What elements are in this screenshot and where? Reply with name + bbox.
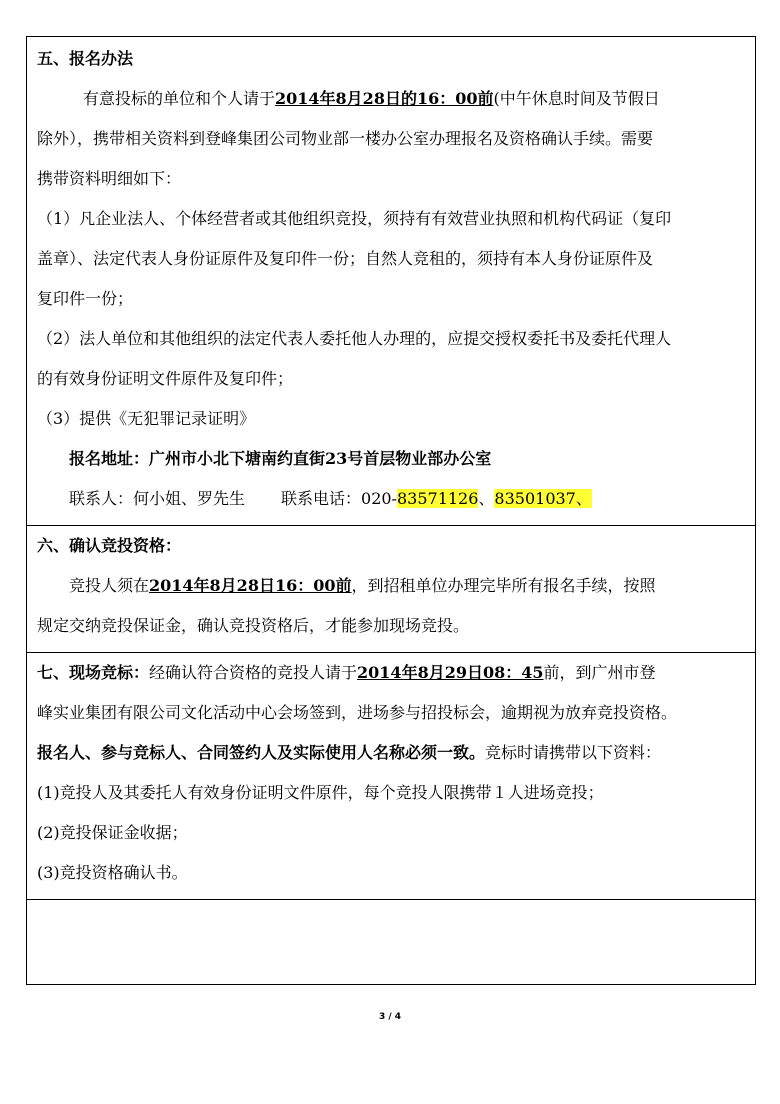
section-heading: 七、现场竞标： <box>37 663 150 682</box>
section-qualification <box>27 526 755 653</box>
list-item: (2)竞投保证金收据； <box>37 823 188 842</box>
paragraph-line: 峰实业集团有限公司文化活动中心会场签到，进场参与招投标会，逾期视为放弃竞投资格。 <box>37 703 678 722</box>
registration-address: 报名地址：广州市小北下塘南约直街23号首层物业部办公室 <box>69 449 492 468</box>
paragraph-line: 有意投标的单位和个人请于2014年8月28日的16：00前(中午休息时间及节假日 <box>83 89 660 108</box>
list-item: （2）法人单位和其他组织的法定代表人委托他人办理的，应提交授权委托书及委托代理人 <box>37 329 672 348</box>
list-item: 复印件一份； <box>37 289 134 308</box>
list-item: （1）凡企业法人、个体经营者或其他组织竞投，须持有有效营业执照和机构代码证（复印 <box>37 209 672 228</box>
empty-cell <box>27 900 755 984</box>
section-onsite-bidding <box>27 653 755 900</box>
deadline-text: 2014年8月29日08：45 <box>357 663 544 682</box>
phone-number: 83501037、 <box>494 489 592 508</box>
page-number: 3 / 4 <box>378 1012 402 1022</box>
contact-person: 联系人：何小姐、罗先生 <box>69 489 246 508</box>
paragraph-line: 携带资料明细如下： <box>37 169 182 188</box>
paragraph-line: 规定交纳竞投保证金，确认竞投资格后，才能参加现场竞投。 <box>37 616 470 635</box>
list-item: (3)竞投资格确认书。 <box>37 863 188 882</box>
deadline-text: 2014年8月28日16：00前 <box>149 576 352 595</box>
section-heading: 六、确认竞投资格： <box>37 536 182 555</box>
list-item: （3）提供《无犯罪记录证明》 <box>37 409 256 428</box>
list-item: 的有效身份证明文件原件及复印件； <box>37 369 294 388</box>
paragraph-line: 七、现场竞标：经确认符合资格的竞投人请于2014年8月29日08：45前，到广州市登 <box>37 663 656 682</box>
paragraph-line: 报名人、参与竞标人、合同签约人及实际使用人名称必须一致。竞标时请携带以下资料： <box>37 743 662 762</box>
phone-number: 83571126 <box>396 489 479 508</box>
contact-line: 联系人：何小姐、罗先生 联系电话：020-83571126、83501037、 <box>69 489 592 508</box>
list-item: 盖章）、法定代表人身份证原件及复印件一份；自然人竞租的，须持有本人身份证原件及 <box>37 249 654 268</box>
section-registration <box>27 37 755 526</box>
important-note: 报名人、参与竞标人、合同签约人及实际使用人名称必须一致。 <box>37 743 486 762</box>
deadline-text: 2014年8月28日的16：00前 <box>275 89 494 108</box>
document-table <box>26 36 756 985</box>
paragraph-line: 除外），携带相关资料到登峰集团公司物业部一楼办公室办理报名及资格确认手续。需要 <box>37 129 654 148</box>
paragraph-line: 竞投人须在2014年8月28日16：00前，到招租单位办理完毕所有报名手续，按照 <box>69 576 656 595</box>
phone-label: 联系电话：020- <box>281 489 397 508</box>
list-item: (1)竞投人及其委托人有效身份证明文件原件，每个竞投人限携带１人进场竞投； <box>37 783 604 802</box>
section-heading: 五、报名办法 <box>37 49 134 68</box>
